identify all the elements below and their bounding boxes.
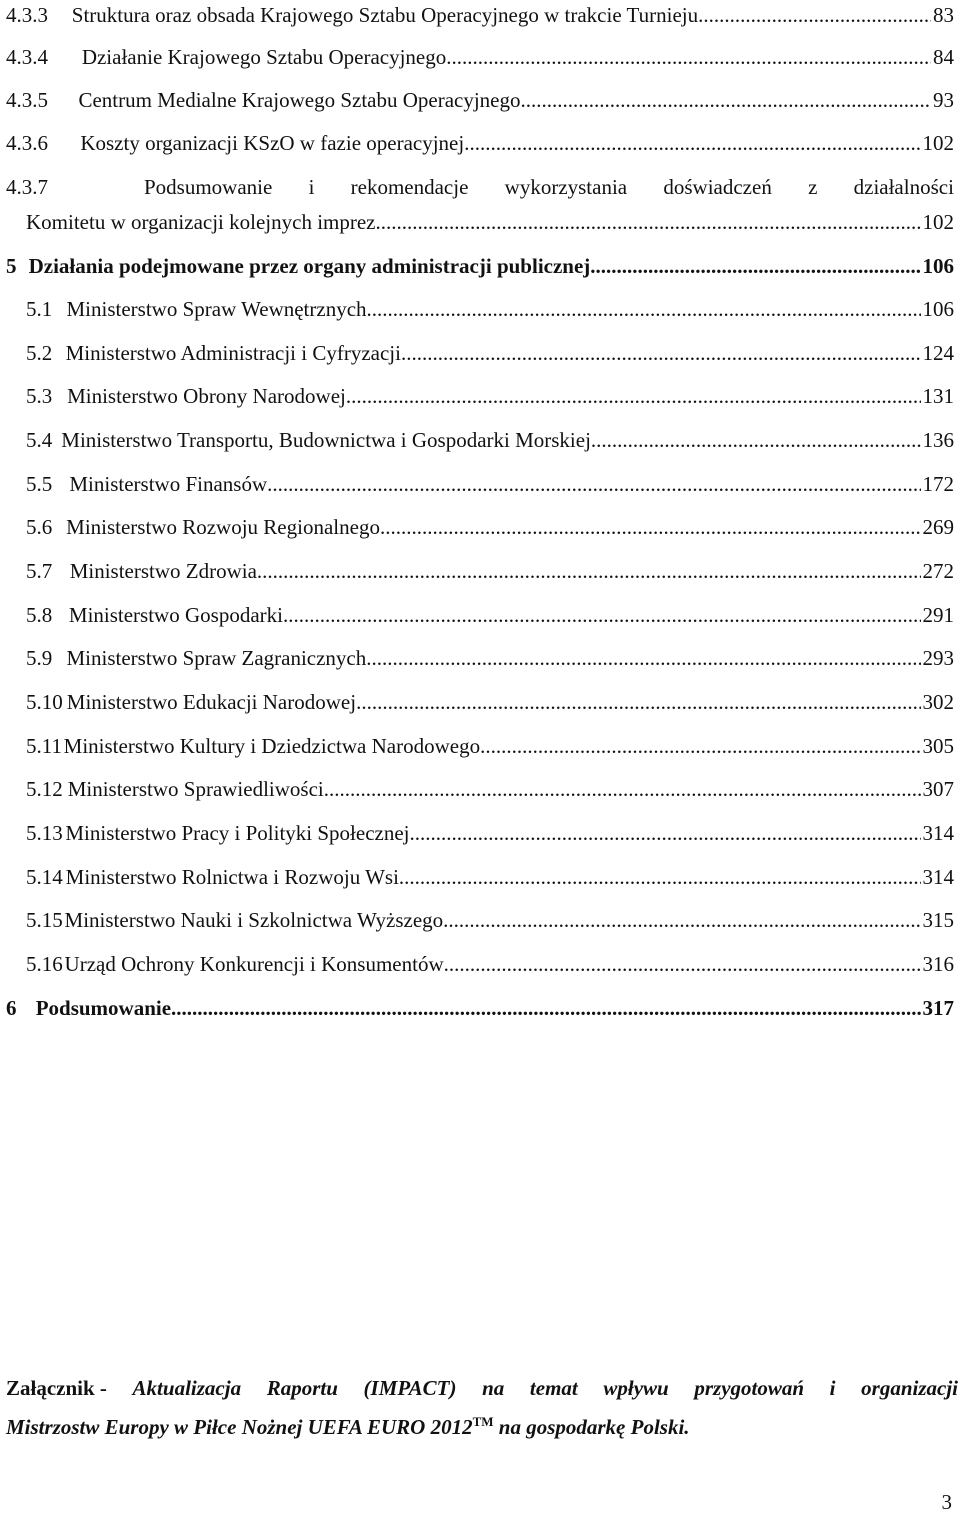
toc-entry-number: 4.3.7 bbox=[6, 175, 48, 199]
toc-chapter-number: 5 bbox=[6, 254, 17, 278]
toc-entry-title: Działanie Krajowego Sztabu Operacyjnego. bbox=[81, 45, 452, 69]
toc-entry-number: 4.3.6 bbox=[6, 131, 48, 155]
toc-entry-number: 5.10 bbox=[26, 690, 63, 714]
toc-entry-title-line2 bbox=[0, 207, 960, 237]
toc-chapter-page: 106 bbox=[922, 254, 954, 278]
trademark-mark: TM bbox=[472, 1414, 494, 1429]
toc-entry-page: 305 bbox=[922, 734, 954, 758]
annex-note bbox=[6, 1372, 958, 1444]
toc-leader-dots bbox=[444, 949, 921, 979]
toc-leader-dots bbox=[590, 251, 920, 281]
toc-leader-dots bbox=[356, 687, 920, 717]
toc-entry-page: 293 bbox=[922, 646, 954, 670]
toc-entry-number: 4.3.5 bbox=[6, 88, 48, 112]
toc-entry[interactable] bbox=[0, 643, 960, 673]
toc-entry[interactable] bbox=[0, 731, 960, 761]
toc-entry[interactable] bbox=[0, 818, 960, 848]
toc-entry-title: Ministerstwo Rozwoju Regionalnego bbox=[66, 515, 380, 539]
toc-entry-number: 5.13 bbox=[26, 821, 63, 845]
toc-entry-title: Komitetu w organizacji kolejnych imprez bbox=[26, 210, 376, 234]
toc-chapter-title: Działania podejmowane przez organy administracji publicznej bbox=[28, 254, 591, 278]
toc-entry[interactable] bbox=[0, 338, 960, 368]
toc-leader-dots bbox=[324, 774, 921, 804]
annex-word: Aktualizacja bbox=[132, 1376, 242, 1400]
toc-leader-dots bbox=[464, 128, 920, 158]
toc-leader-dots bbox=[366, 643, 920, 673]
toc-entry-page: 315 bbox=[922, 908, 954, 932]
annex-word: i bbox=[829, 1376, 836, 1400]
toc-entry-number: 5.8 bbox=[26, 603, 53, 627]
annex-word: organizacji bbox=[861, 1376, 958, 1400]
toc-leader-dots bbox=[257, 556, 921, 586]
toc-entry-title-line1 bbox=[144, 172, 954, 202]
toc-entry-number: 5.4 bbox=[26, 428, 53, 452]
toc-leader-dots bbox=[346, 381, 921, 411]
annex-title-end: na gospodarkę Polski. bbox=[493, 1415, 690, 1439]
toc-leader-dots bbox=[591, 425, 921, 455]
toc-entry-page: 314 bbox=[922, 821, 954, 845]
toc-entry-title: Ministerstwo Kultury i Dziedzictwa Narodowego bbox=[63, 734, 481, 758]
toc-entry-title: Ministerstwo Rolnictwa i Rozwoju Wsi bbox=[65, 865, 399, 889]
toc-entry-number: 5.2 bbox=[26, 341, 53, 365]
toc-entry-page: 102 bbox=[922, 131, 954, 155]
toc-leader-dots bbox=[443, 905, 920, 935]
toc-entry[interactable] bbox=[0, 556, 960, 586]
toc-entry-page: 302 bbox=[922, 690, 954, 714]
annex-word: wpływu bbox=[603, 1376, 669, 1400]
toc-entry-title: Struktura oraz obsada Krajowego Sztabu Operacyjnego w trakcie Turnieju bbox=[71, 3, 699, 27]
toc-entry-title: Ministerstwo Nauki i Szkolnictwa Wyższego bbox=[64, 908, 444, 932]
annex-prefix: Załącznik - bbox=[6, 1376, 107, 1400]
toc-entry[interactable] bbox=[0, 128, 960, 158]
toc-word: i bbox=[308, 175, 315, 199]
toc-leader-dots bbox=[698, 0, 931, 30]
toc-leader-dots bbox=[367, 294, 921, 324]
toc-leader-dots bbox=[410, 818, 921, 848]
toc-word: działalności bbox=[853, 175, 954, 199]
toc-entry[interactable] bbox=[0, 600, 960, 630]
toc-leader-dots bbox=[171, 993, 920, 1023]
annex-note-line2 bbox=[6, 1405, 958, 1444]
toc-entry-title: Ministerstwo Edukacji Narodowej bbox=[66, 690, 357, 714]
toc-chapter-6[interactable] bbox=[0, 993, 960, 1023]
toc-entry-number: 5.1 bbox=[26, 297, 53, 321]
toc-entry-title: Ministerstwo Finansów bbox=[69, 472, 268, 496]
toc-entry-number: 5.15 bbox=[26, 908, 63, 932]
toc-entry[interactable] bbox=[0, 381, 960, 411]
toc-entry[interactable] bbox=[0, 687, 960, 717]
toc-entry-number: 5.7 bbox=[26, 559, 53, 583]
toc-entry-title: Ministerstwo Zdrowia bbox=[69, 559, 257, 583]
annex-word: (IMPACT) bbox=[363, 1376, 457, 1400]
toc-entry[interactable] bbox=[0, 85, 960, 115]
annex-word: przygotowań bbox=[694, 1376, 805, 1400]
toc-leader-dots bbox=[267, 469, 920, 499]
page-number: 3 bbox=[941, 1490, 952, 1514]
toc-entry-page: 272 bbox=[922, 559, 954, 583]
toc-entry-number: 4.3.4 bbox=[6, 45, 48, 69]
toc-entry[interactable] bbox=[0, 469, 960, 499]
toc-entry-number: 5.14 bbox=[26, 865, 63, 889]
toc-entry-page: 307 bbox=[922, 777, 954, 801]
toc-entry-page: 124 bbox=[922, 341, 954, 365]
toc-entry[interactable] bbox=[0, 0, 960, 30]
toc-entry-page: 269 bbox=[922, 515, 954, 539]
toc-entry[interactable] bbox=[0, 774, 960, 804]
toc-entry-page: 84 bbox=[933, 45, 954, 69]
toc-entry[interactable] bbox=[0, 905, 960, 935]
toc-word: rekomendacje bbox=[350, 175, 469, 199]
toc-entry-number: 5.3 bbox=[26, 384, 53, 408]
toc-entry[interactable] bbox=[0, 425, 960, 455]
annex-note-line1 bbox=[6, 1372, 958, 1405]
toc-leader-dots bbox=[401, 338, 921, 368]
toc-entry-page: 93 bbox=[933, 88, 954, 112]
toc-entry-number: 5.6 bbox=[26, 515, 53, 539]
toc-entry-title: Ministerstwo Gospodarki bbox=[68, 603, 283, 627]
toc-chapter-page: 317 bbox=[922, 996, 954, 1020]
annex-word: Raportu bbox=[266, 1376, 338, 1400]
toc-entry-page: 102 bbox=[922, 210, 954, 234]
toc-entry-page: 131 bbox=[922, 384, 954, 408]
toc-leader-dots bbox=[380, 512, 921, 542]
toc-word: doświadczeń bbox=[663, 175, 772, 199]
toc-entry-title: Koszty organizacji KSzO w fazie operacyjnej bbox=[80, 131, 465, 155]
toc-entry[interactable] bbox=[0, 862, 960, 892]
annex-title: Mistrzostw Europy w Piłce Nożnej UEFA EURO 2012 bbox=[6, 1415, 473, 1439]
toc-entry[interactable] bbox=[0, 42, 960, 72]
toc-entry-title: Centrum Medialne Krajowego Sztabu Operacyjnego. bbox=[78, 88, 526, 112]
toc-entry-title: Ministerstwo Obrony Narodowej bbox=[67, 384, 346, 408]
toc-word: Podsumowanie bbox=[144, 175, 273, 199]
toc-entry-page: 316 bbox=[922, 952, 954, 976]
toc-leader-dots bbox=[283, 600, 921, 630]
toc-word: z bbox=[808, 175, 818, 199]
toc-entry-number: 5.9 bbox=[26, 646, 53, 670]
annex-word: na bbox=[482, 1376, 505, 1400]
toc-entry-title: Ministerstwo Sprawiedliwości bbox=[67, 777, 324, 801]
toc-entry-title: Ministerstwo Spraw Zagranicznych bbox=[66, 646, 367, 670]
toc-leader-dots bbox=[376, 207, 921, 237]
toc-entry-number: 5.12 bbox=[26, 777, 63, 801]
toc-entry-number: 5.11 bbox=[26, 734, 62, 758]
toc-entry-title: Ministerstwo Administracji i Cyfryzacji bbox=[65, 341, 401, 365]
toc-leader-dots bbox=[480, 731, 920, 761]
toc-entry-page: 172 bbox=[922, 472, 954, 496]
toc-entry-page: 83 bbox=[933, 3, 954, 27]
toc-entry[interactable] bbox=[0, 949, 960, 979]
toc-chapter-5[interactable] bbox=[0, 251, 960, 281]
toc-entry-page: 106 bbox=[922, 297, 954, 321]
annex-word: temat bbox=[529, 1376, 578, 1400]
toc-entry-page: 136 bbox=[922, 428, 954, 452]
toc-entry-number: 5.5 bbox=[26, 472, 53, 496]
toc-entry-page: 314 bbox=[922, 865, 954, 889]
toc-entry-title: Urząd Ochrony Konkurencji i Konsumentów bbox=[64, 952, 444, 976]
toc-entry-title: Ministerstwo Pracy i Polityki Społecznej bbox=[65, 821, 410, 845]
toc-entry-title: Ministerstwo Transportu, Budownictwa i Gospodarki Morskiej bbox=[61, 428, 591, 452]
toc-entry-number: 4.3.3 bbox=[6, 3, 48, 27]
toc-word: wykorzystania bbox=[504, 175, 628, 199]
toc-chapter-title: Podsumowanie bbox=[35, 996, 172, 1020]
toc-entry-title: Ministerstwo Spraw Wewnętrznych bbox=[66, 297, 367, 321]
toc-leader-dots bbox=[452, 42, 932, 72]
toc-leader-dots bbox=[526, 85, 931, 115]
toc-chapter-number: 6 bbox=[6, 996, 17, 1020]
toc-entry[interactable] bbox=[0, 512, 960, 542]
toc-entry-page: 291 bbox=[922, 603, 954, 627]
toc-entry[interactable] bbox=[0, 294, 960, 324]
toc-entry-number: 5.16 bbox=[26, 952, 63, 976]
toc-leader-dots bbox=[399, 862, 921, 892]
